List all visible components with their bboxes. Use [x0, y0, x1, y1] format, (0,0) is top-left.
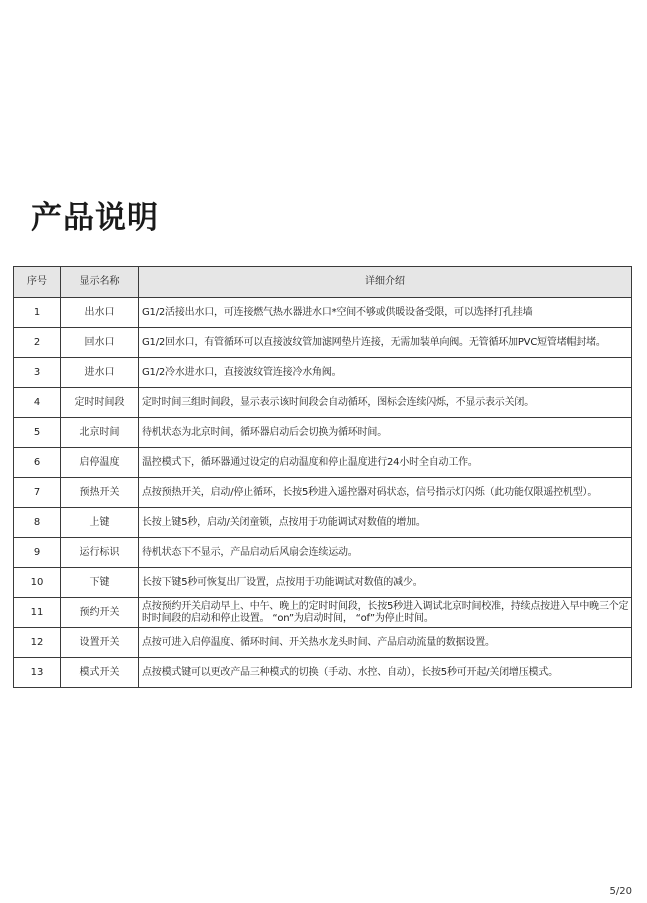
row-name: 回水口 [61, 328, 139, 358]
row-no: 1 [14, 298, 61, 328]
header-desc: 详细介绍 [139, 267, 632, 298]
row-desc: 待机状态为北京时间，循环器启动后会切换为循环时间。 [139, 418, 632, 448]
table-row [14, 508, 632, 538]
row-desc: 长按上键5秒，启动/关闭童锁，点按用于功能调试对数值的增加。 [139, 508, 632, 538]
row-desc: 长按下键5秒可恢复出厂设置，点按用于功能调试对数值的减少。 [139, 568, 632, 598]
table-row [14, 298, 632, 328]
row-no: 8 [14, 508, 61, 538]
table-row [14, 538, 632, 568]
table-row [14, 478, 632, 508]
table-row [14, 358, 632, 388]
row-name: 北京时间 [61, 418, 139, 448]
row-name: 出水口 [61, 298, 139, 328]
table-row [14, 448, 632, 478]
row-name: 下键 [61, 568, 139, 598]
row-desc: 定时时间三组时间段，显示表示该时间段会自动循环，图标会连续闪烁，不显示表示关闭。 [139, 388, 632, 418]
row-name: 定时时间段 [61, 388, 139, 418]
row-no: 9 [14, 538, 61, 568]
row-desc: 点按预约开关启动早上、中午、晚上的定时时间段，长按5秒进入调试北京时间校准，持续点按进入早中晚三个定时时间段的启动和停止设置。 “on”为启动时间， “of”为停止时间。 [139, 598, 632, 628]
row-name: 模式开关 [61, 658, 139, 688]
row-desc: G1/2回水口，有管循环可以直接波纹管加滤网垫片连接，无需加装单向阀。无管循环加PVC短管堵帽封堵。 [139, 328, 632, 358]
table-row [14, 658, 632, 688]
row-no: 5 [14, 418, 61, 448]
row-name: 设置开关 [61, 628, 139, 658]
page-title: 产品说明 [31, 200, 159, 236]
row-desc: 点按模式键可以更改产品三种模式的切换（手动、水控、自动），长按5秒可开起/关闭增压模式。 [139, 658, 632, 688]
header-no: 序号 [14, 267, 61, 298]
row-desc: 点按预热开关，启动/停止循环，长按5秒进入遥控器对码状态，信号指示灯闪烁（此功能仅限遥控机型）。 [139, 478, 632, 508]
row-desc: 点按可进入启停温度、循环时间、开关热水龙头时间、产品启动流量的数据设置。 [139, 628, 632, 658]
table-row [14, 328, 632, 358]
table-row [14, 388, 632, 418]
row-name: 上键 [61, 508, 139, 538]
row-name: 运行标识 [61, 538, 139, 568]
row-no: 6 [14, 448, 61, 478]
table-row [14, 598, 632, 628]
row-no: 13 [14, 658, 61, 688]
table-header-row [14, 267, 632, 298]
table-row [14, 628, 632, 658]
product-spec-table [13, 266, 632, 688]
row-name: 启停温度 [61, 448, 139, 478]
row-no: 7 [14, 478, 61, 508]
table-row [14, 568, 632, 598]
row-no: 3 [14, 358, 61, 388]
page-number: 5/20 [609, 886, 632, 897]
row-name: 预约开关 [61, 598, 139, 628]
row-desc: 待机状态下不显示，产品启动后风扇会连续运动。 [139, 538, 632, 568]
row-no: 10 [14, 568, 61, 598]
table-row [14, 418, 632, 448]
row-no: 11 [14, 598, 61, 628]
row-no: 4 [14, 388, 61, 418]
row-name: 进水口 [61, 358, 139, 388]
header-name: 显示名称 [61, 267, 139, 298]
row-name: 预热开关 [61, 478, 139, 508]
row-no: 12 [14, 628, 61, 658]
row-desc: G1/2活接出水口，可连接燃气热水器进水口*空间不够或供暖设备受限，可以选择打孔挂墙 [139, 298, 632, 328]
row-no: 2 [14, 328, 61, 358]
row-desc: G1/2冷水进水口，直接波纹管连接冷水角阀。 [139, 358, 632, 388]
row-desc: 温控模式下，循环器通过设定的启动温度和停止温度进行24小时全自动工作。 [139, 448, 632, 478]
